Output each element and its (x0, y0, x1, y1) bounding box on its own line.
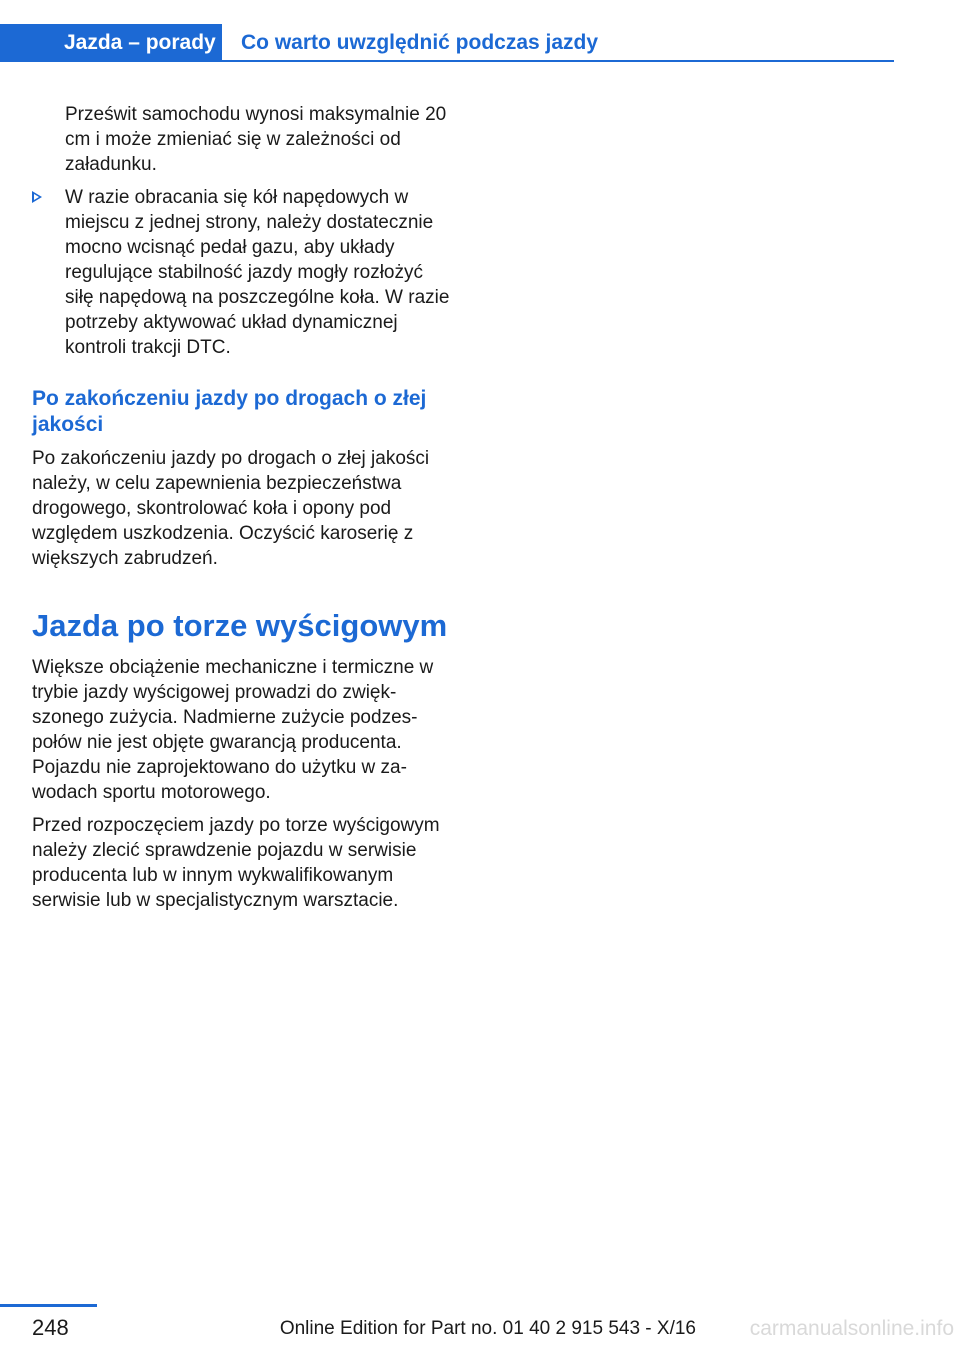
section-subheading: Po zakończeniu jazdy po drogach o złej jakości (32, 387, 427, 436)
race-track-paragraph-1: Większe obciążenie mechaniczne i termiczne w trybie jazdy wyścigowej prowadzi do zwiększonego zużycia. Nadmierne zużycie podzespołów nie jest objęte gwarancją producenta. Pojazdu nie zaprojektowano do użytku w zawodach sportu motorowego. (32, 657, 434, 803)
edition-label: Online Edition for Part no. 01 40 2 915 543 - X/16 (279, 1318, 696, 1339)
subheading-paragraph: Po zakończeniu jazdy po drogach o złej jakości należy, w celu zapewnienia bezpieczeństwa drogowego, skontrolować koła i opony pod względem uszkodzenia. Oczyścić karoserię z większych zabrudzeń. (32, 448, 430, 569)
chapter-tab[interactable]: Co warto uwzględnić podczas jazdy (241, 31, 599, 54)
intro-paragraph: Prześwit samochodu wynosi maksymalnie 20 cm i może zmieniać się w zależności od załadunku. (65, 104, 447, 175)
footer-divider (0, 1304, 97, 1307)
page-header (0, 24, 894, 62)
page-number: 248 (32, 1315, 69, 1340)
section-tab[interactable]: Jazda – porady (0, 24, 222, 62)
section-heading: Jazda po torze wyścigowym (32, 608, 448, 643)
race-track-paragraph-2: Przed rozpoczęciem jazdy po torze wyścigowym należy zlecić sprawdzenie pojazdu w serwisie producenta lub w innym wykwalifikowanym serwisie lub w specjalistycznym warsztacie. (32, 815, 440, 911)
triangle-bullet-icon (32, 191, 42, 203)
list-item (32, 185, 452, 360)
header-divider (222, 60, 894, 62)
watermark: carmanualsonline.info (749, 1317, 954, 1340)
main-content (32, 102, 452, 913)
bullet-text: W razie obracania się kół napędowych w miejscu z jednej strony, należy dostatecznie mocno wcisnąć pedał gazu, aby układy regulujące stabilność jazdy mogły rozłożyć siłę napędową na poszczególne koła. W razie potrzeby aktywować układ dynamicznej kontroli trakcji DTC. (65, 187, 450, 358)
